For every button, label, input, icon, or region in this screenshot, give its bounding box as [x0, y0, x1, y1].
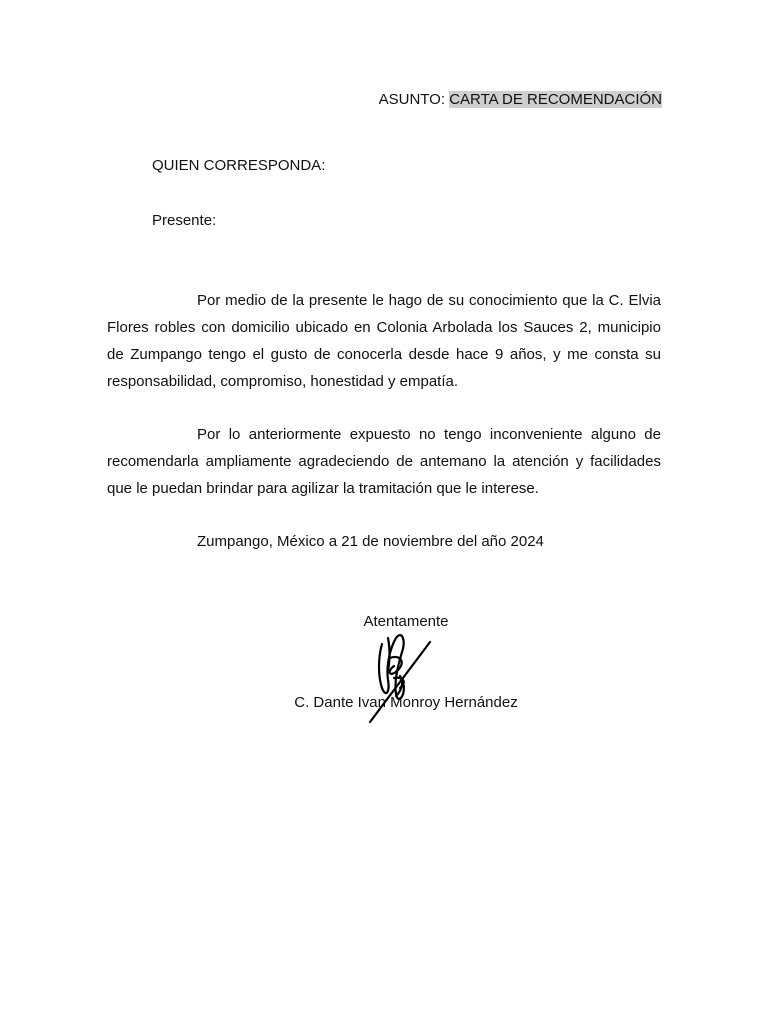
signer-name: C. Dante Ivan Monroy Hernández: [294, 694, 518, 711]
presente-line: Presente:: [152, 212, 217, 229]
body-paragraph-1-text: Por medio de la presente le hago de su conocimiento que la C. Elvia Flores robles con domicilio ubicado en Colonia Arbolada los Sauces 2, municipio de Zumpango tengo el gusto de conocerla desde hace 9 años, y me consta su responsabilidad, compromiso, honestidad y empatía.: [107, 292, 661, 390]
body-paragraph-2: [107, 421, 661, 502]
closing-word: Atentamente: [363, 613, 449, 630]
body-paragraph-1: [107, 287, 661, 395]
subject-label: ASUNTO:: [378, 91, 446, 108]
place-date-line: Zumpango, México a 21 de noviembre del año 2024: [197, 533, 544, 550]
salutation: QUIEN CORRESPONDA:: [152, 157, 326, 174]
subject-line: [379, 90, 662, 110]
body-paragraph-2-text: Por lo anteriormente expuesto no tengo inconveniente alguno de recomendarla ampliamente agradeciendo de antemano la atención y facilidades que le puedan brindar para agilizar la tramitación que le interese.: [107, 426, 661, 497]
subject-value: CARTA DE RECOMENDACIÓN: [449, 91, 662, 108]
handwritten-signature-icon: [360, 618, 440, 728]
